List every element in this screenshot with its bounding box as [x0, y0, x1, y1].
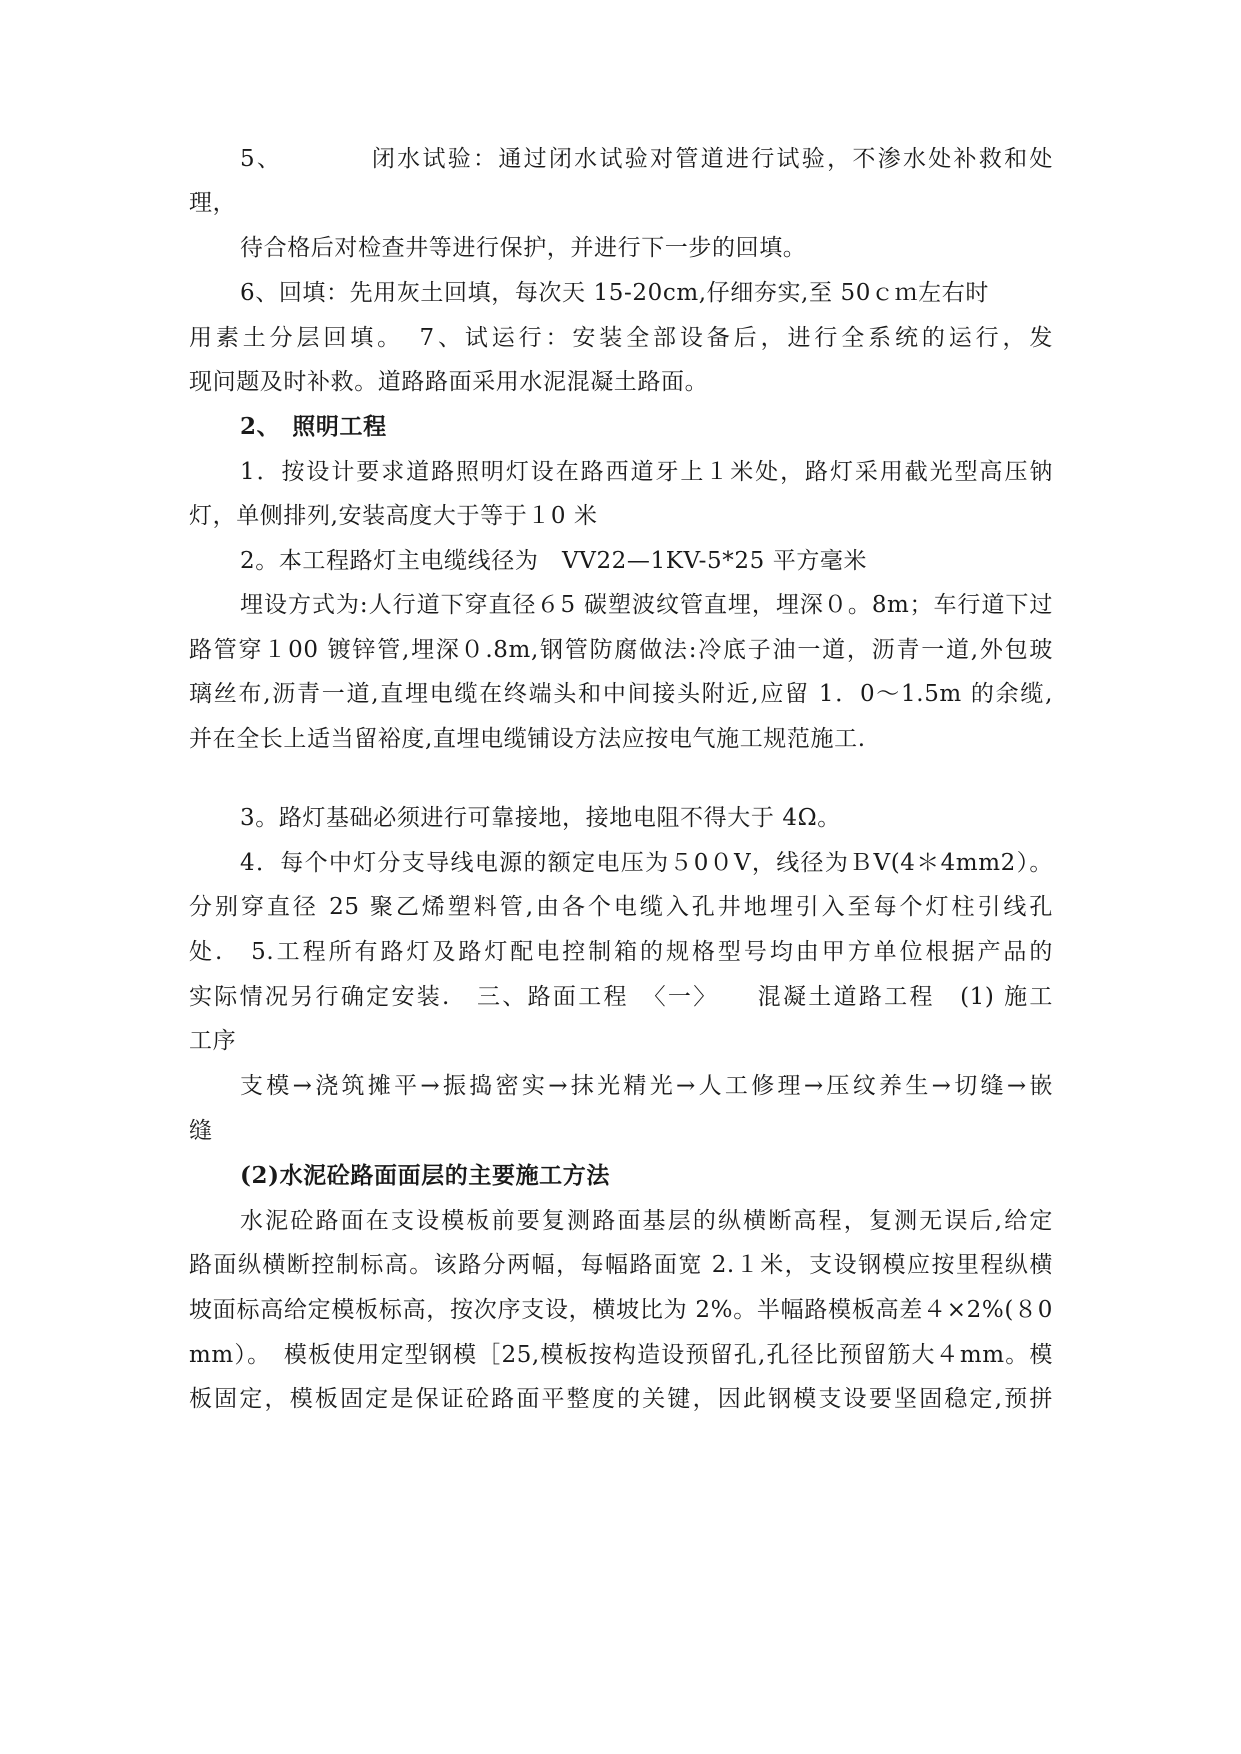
text-line: 板固定，模板固定是保证砼路面平整度的关键，因此钢模支设要坚固稳定,预拼 — [189, 1386, 1053, 1412]
text-line: 1．按设计要求道路照明灯设在路西道牙上１米处，路灯采用截光型高压钠 — [240, 459, 1053, 485]
text-line: 3。路灯基础必须进行可靠接地，接地电阻不得大于 4Ω。 — [240, 805, 841, 831]
text-line: 路管穿１00 镀锌管,埋深０.8m,钢管防腐做法:冷底子油一道，沥青一道,外包玻 — [189, 637, 1053, 663]
text-line: 2。本工程路灯主电缆线径为 VV22—1KV-5*25 平方毫米 — [240, 548, 868, 574]
text-line: 4．每个中灯分支导线电源的额定电压为５0０V，线径为ＢV(4＊4mm2）。 — [240, 850, 1053, 876]
text-line: 支模→浇筑摊平→振捣密实→抹光精光→人工修理→压纹养生→切缝→嵌 — [240, 1073, 1053, 1099]
text-line: 6、回填：先用灰土回填，每次天 15-20cm,仔细夯实,至 50ｃｍ左右时 — [240, 280, 989, 306]
text-line: 路面纵横断控制标高。该路分两幅，每幅路面宽 2.１米，支设钢模应按里程纵横 — [189, 1252, 1053, 1278]
text-line: 水泥砼路面在支设模板前要复测路面基层的纵横断高程，复测无误后,给定 — [240, 1208, 1053, 1234]
text-line: 待合格后对检查井等进行保护，并进行下一步的回填。 — [240, 235, 807, 261]
text-line: 现问题及时补救。道路路面采用水泥混凝土路面。 — [189, 369, 709, 395]
section-heading: (2)水泥砼路面面层的主要施工方法 — [240, 1162, 610, 1189]
text-line: 璃丝布,沥青一道,直埋电缆在终端头和中间接头附近,应留 1．0～1.5m 的余缆, — [189, 681, 1053, 707]
text-line: 缝 — [189, 1118, 213, 1144]
text-line: 灯，单侧排列,安装高度大于等于１0 米 — [189, 503, 598, 529]
text-line: 实际情况另行确定安装. 三、路面工程 〈一〉 混凝土道路工程 (1) 施工 — [189, 984, 1053, 1010]
text-line: mm）。 模板使用定型钢模［25,模板按构造设预留孔,孔径比预留筋大４mm。模 — [189, 1342, 1053, 1368]
text-line: 坡面标高给定模板标高，按次序支设，横坡比为 2%。半幅路模板高差４×2%(８0 — [189, 1297, 1053, 1323]
text-line: 并在全长上适当留裕度,直埋电缆铺设方法应按电气施工规范施工. — [189, 726, 866, 752]
text-line: 5、 闭水试验：通过闭水试验对管道进行试验，不渗水处补救和处 — [240, 146, 1053, 172]
text-line: 处. 5.工程所有路灯及路灯配电控制箱的规格型号均由甲方单位根据产品的 — [189, 939, 1053, 965]
text-line: 工序 — [189, 1028, 237, 1054]
text-line: 埋设方式为:人行道下穿直径６5 碳塑波纹管直埋，埋深０。8m；车行道下过 — [240, 592, 1053, 618]
text-line: 分别穿直径 25 聚乙烯塑料管,由各个电缆入孔井地埋引入至每个灯柱引线孔 — [189, 894, 1053, 920]
text-line: 理， — [189, 190, 237, 216]
text-line: 用素土分层回填。 7、试运行：安装全部设备后，进行全系统的运行，发 — [189, 325, 1053, 351]
section-heading: 2、 照明工程 — [240, 413, 387, 440]
